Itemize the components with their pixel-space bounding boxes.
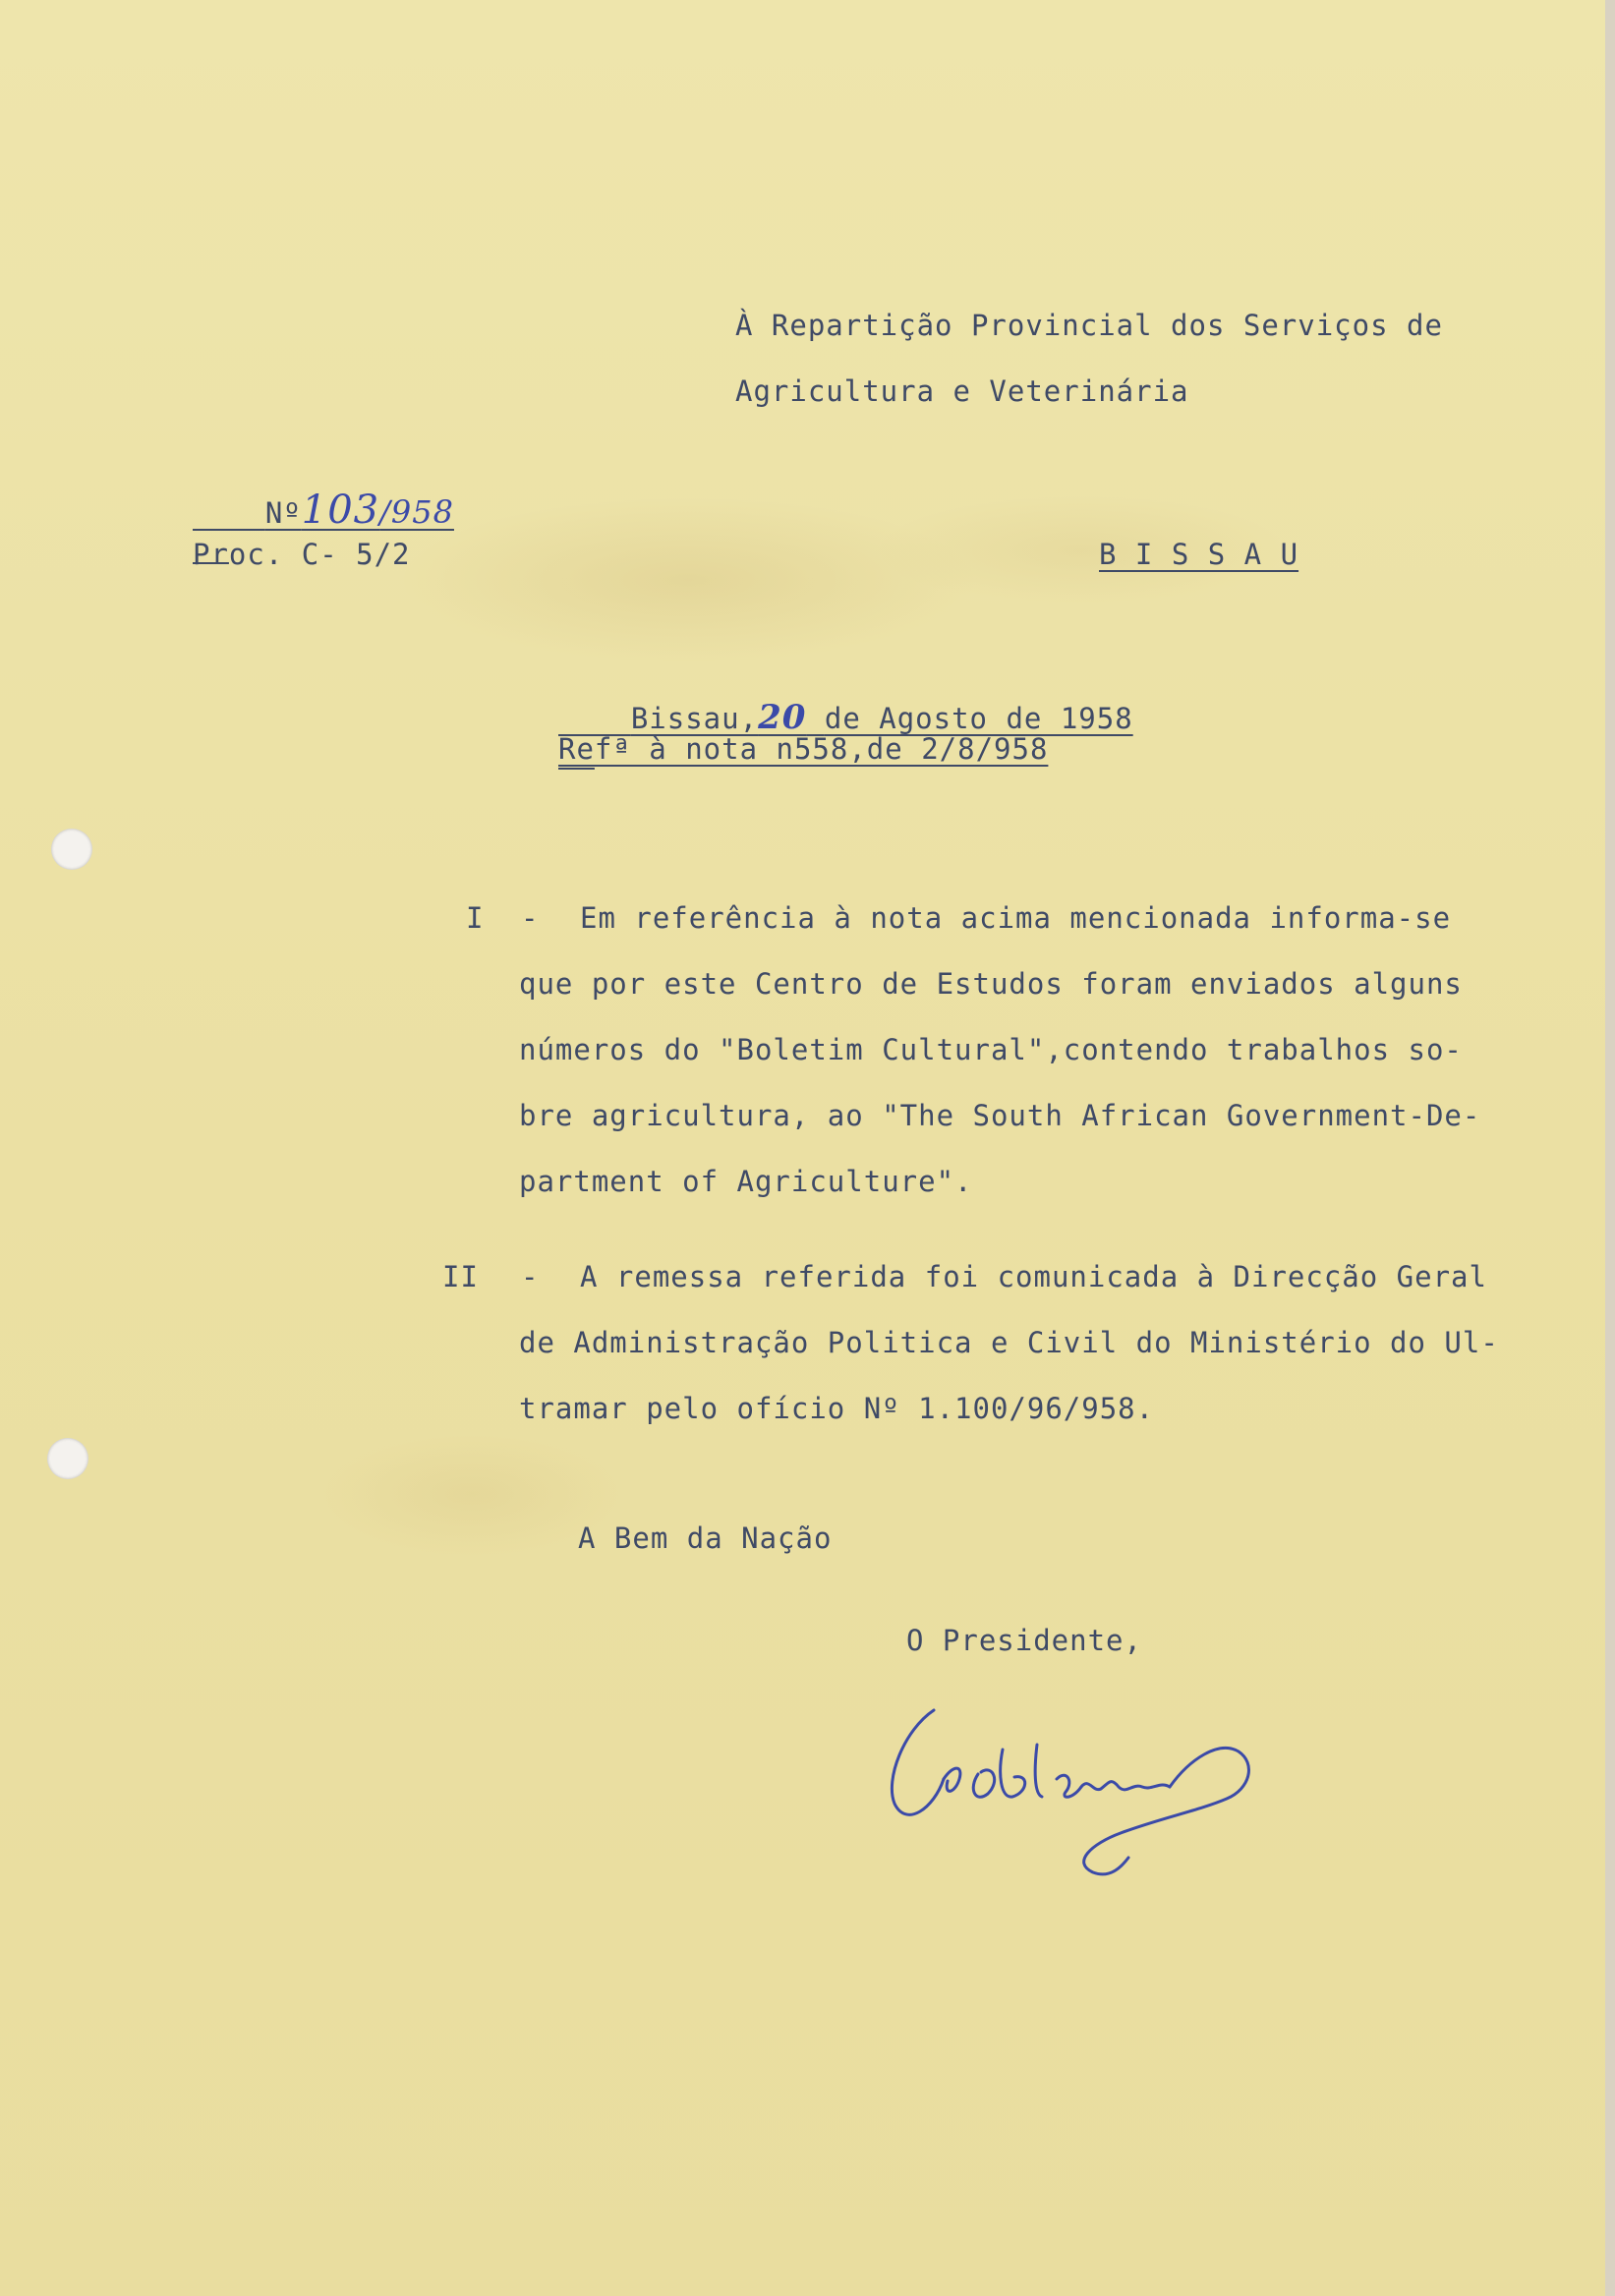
paragraph-1-numeral: I — [466, 901, 485, 935]
closing-salutation: A Bem da Nação — [578, 1521, 833, 1555]
paragraph-1-dash: - — [521, 901, 540, 935]
page-edge — [1605, 0, 1615, 2296]
punch-hole-bottom — [47, 1438, 88, 1479]
paragraph-1-line-1: Em referência à nota acima mencionada informa-se — [580, 901, 1452, 935]
addressee-city: B I S S A U — [1099, 538, 1299, 571]
reference-number-handwritten: 103 — [301, 488, 380, 533]
paragraph-1-line-4: bre agricultura, ao "The South African Government-De- — [519, 1099, 1481, 1132]
paragraph-2-line-1: A remessa referida foi comunicada à Direcção Geral — [580, 1260, 1487, 1293]
reference-number-suffix: /958 — [379, 493, 454, 531]
punch-hole-top — [51, 829, 92, 870]
reference-number-prefix: Nº — [264, 496, 302, 530]
handwritten-signature — [865, 1671, 1337, 1897]
date-prefix: Bissau, — [630, 702, 759, 735]
paragraph-1-line-2: que por este Centro de Estudos foram enviados alguns — [519, 967, 1463, 1001]
addressee-line-1: À Repartição Provincial dos Serviços de — [735, 309, 1443, 342]
paragraph-1-line-3: números do "Boletim Cultural",contendo trabalhos so- — [519, 1033, 1463, 1066]
paragraph-1-line-5: partment of Agriculture". — [519, 1165, 973, 1198]
reference-note: Refª à nota n558,de 2/8/958 — [558, 732, 1049, 766]
paragraph-2-dash: - — [521, 1260, 540, 1293]
date-day-handwritten: 20 — [758, 698, 807, 737]
process-reference: Proc. C- 5/2 — [193, 538, 411, 571]
date-suffix: de Agosto de 1958 — [824, 702, 1133, 735]
signatory-title: O Presidente, — [906, 1624, 1142, 1657]
paragraph-2-line-2: de Administração Politica e Civil do Ministério do Ul- — [519, 1326, 1499, 1359]
paragraph-2-line-3: tramar pelo ofício Nº 1.100/96/958. — [519, 1392, 1155, 1425]
addressee-line-2: Agricultura e Veterinária — [735, 374, 1189, 408]
paragraph-2-numeral: II — [442, 1260, 479, 1293]
